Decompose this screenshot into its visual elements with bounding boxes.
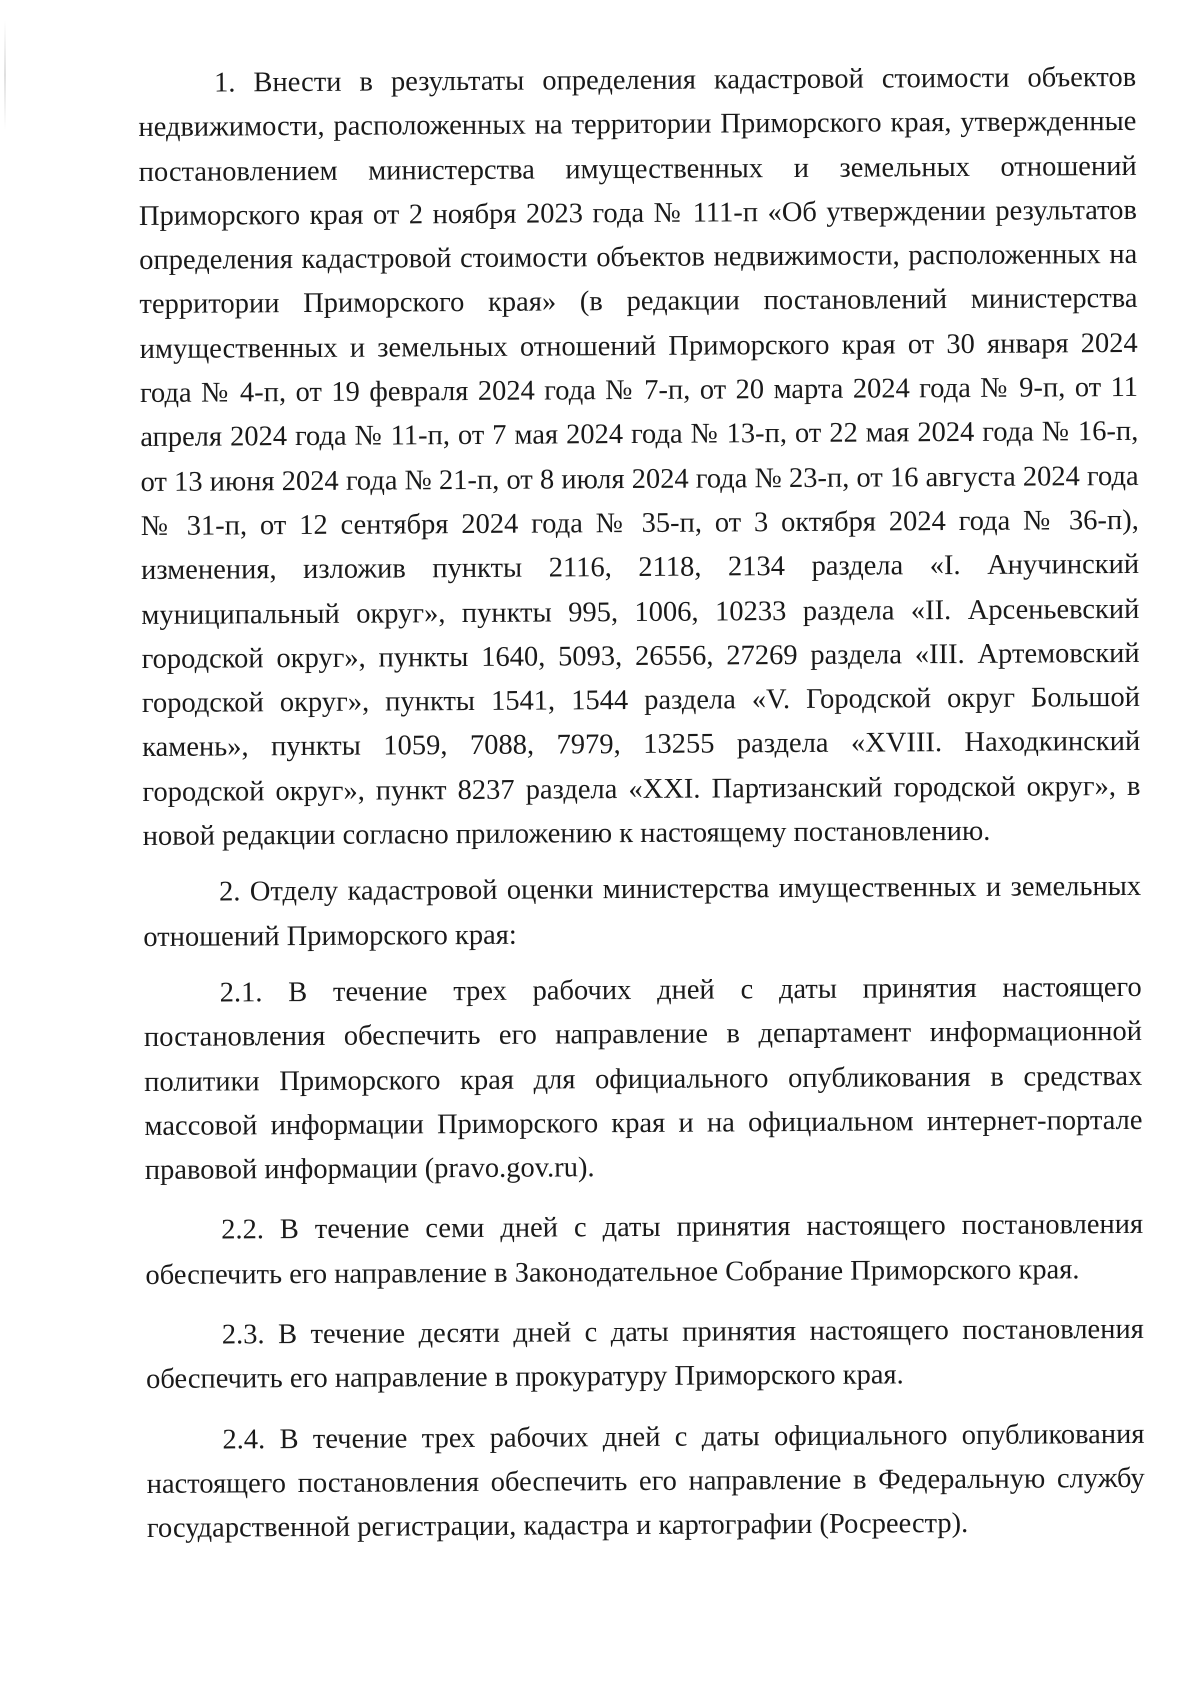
paragraph-2-2: 2.2. В течение семи дней с даты принятия настоящего постановления обеспечить его направление в Законодательное Собрание Приморского края. <box>145 1209 1144 1291</box>
paragraph-1: 1. Внести в результаты определения кадастровой стоимости объектов недвижимости, расположенных на территории Приморского края, утвержденные постановлением министерства имущественных и земельных отношений Приморского края от 2 ноября 2023 года № 111-п «Об утверждении результатов определения кадастровой стоимости объектов недвижимости, расположенных на территории Приморского края» (в редакции постановлений министерства имущественных и земельных отношений Приморского края от 30 января 2024 года № 4-п, от 19 февраля 2024 года № 7-п, от 20 марта 2024 года № 9-п, от 11 апреля 2024 года № 11-п, от 7 мая 2024 года № 13-п, от 22 мая 2024 года № 16-п, от 13 июня 2024 года № 21-п, от 8 июля 2024 года № 23-п, от 16 августа 2024 года № 31-п, от 12 сентября 2024 года № 35-п, от 3 октября 2024 года № 36-п), изменения, изложив пункты 2116, 2118, 2134 раздела «I. Анучинский муниципальный округ», пункты 995, 1006, 10233 раздела «II. Арсеньевский городской округ», пункты 1640, 5093, 26556, 27269 раздела «III. Артемовский городской округ», пункты 1541, 1544 раздела «V. Городской округ Большой камень», пункты 1059, 7088, 7979, 13255 раздела «XVIII. Находкинский городской округ», пункт 8237 раздела «XXI. Партизанский городской округ», в новой редакции согласно приложению к настоящему постановлению. <box>138 61 1141 853</box>
paragraph-2-4: 2.4. В течение трех рабочих дней с даты официального опубликования настоящего постановления обеспечить его направление в Федеральную службу государственной регистрации, кадастра и картографии (Росреестр). <box>146 1418 1145 1545</box>
paragraph-2: 2. Отделу кадастровой оценки министерства имущественных и земельных отношений Приморского края: <box>143 871 1142 953</box>
scan-edge-mark <box>4 20 6 130</box>
paragraph-2-3: 2.3. В течение десяти дней с даты принятия настоящего постановления обеспечить его направление в прокуратуру Приморского края. <box>145 1313 1144 1396</box>
paragraph-2-1: 2.1. В течение трех рабочих дней с даты принятия настоящего постановления обеспечить его направление в департамент информационной политики Приморского края для официального опубликования в средствах массовой информации Приморского края и на официальном интернет-портале правовой информации (pravo.gov.ru). <box>143 971 1143 1187</box>
document-body <box>138 56 1145 1552</box>
